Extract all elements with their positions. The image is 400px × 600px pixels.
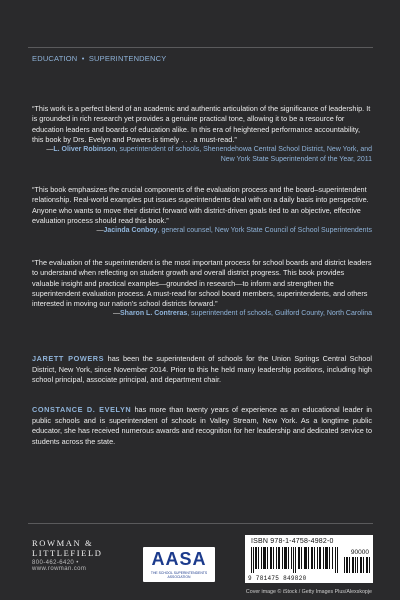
quote-text: “The evaluation of the superintendent is the most important process for school boards and district leaders to understand when reflecting on student growth and overall district progress. This book provides valuable insight and practical examples—grounded in research—to inform and strengthen the superintendent evaluation process. A must-read for school board members, superintendents, and others interested in moving our nation’s school districts forward.”	[32, 258, 372, 309]
barcode	[245, 535, 373, 583]
price-code: 90000	[350, 549, 369, 556]
quote-robinson	[32, 104, 372, 164]
aasa-logo-text: AASA	[151, 549, 207, 569]
quote-attribution: —L. Oliver Robinson, superintendent of schools, Shenendehowa Central School District, New York, and New York State Superintendent of the Year, 2011	[46, 146, 372, 163]
bio-powers	[32, 354, 372, 386]
quote-author: Jacinda Conboy	[103, 227, 158, 235]
price-barcode-bars	[344, 557, 370, 573]
quote-author: L. Oliver Robinson	[53, 146, 116, 154]
top-rule	[28, 47, 373, 48]
bio-text: has been the superintendent of schools for the Union Springs Central School District, New York, since November 2014. Prior to this he held many leadership positions, including high school principal, associate principal, and department chair.	[32, 354, 372, 384]
aasa-tagline: THE SCHOOL SUPERINTENDENTS ASSOCIATION	[150, 571, 208, 579]
publisher-name-line1: ROWMAN &	[32, 538, 94, 548]
publisher-contact: 800-462-6420 • www.rowman.com	[32, 560, 87, 572]
quote-author-role: , general counsel, New York State Council of School Superintendents	[157, 227, 372, 235]
bio-name: JARETT POWERS	[32, 354, 105, 363]
quote-attribution: —Jacinda Conboy, general counsel, New York State Council of School Superintendents	[96, 227, 372, 235]
quote-contreras	[32, 258, 372, 319]
bio-name: CONSTANCE D. EVELYN	[32, 405, 132, 414]
bio-evelyn	[32, 405, 372, 447]
quote-text: “This work is a perfect blend of an academic and authentic articulation of the significance of leadership. It is grounded in rich research yet provides a genuine practical tone, allowing it to be a resource for education leaders and boards of education alike. In this era of heightened performance accountability, this book by Drs. Evelyn and Powers is timely . . . a must-read.”	[32, 104, 371, 144]
bio-text: has more than twenty years of experience as an educational leader in public schools and is superintendent of schools in Valley Stream, New York. As a longtime public educator, she has received numerous awards and recognition for her leadership and dedicated service to students across the state.	[32, 405, 372, 446]
bottom-rule	[28, 523, 373, 524]
quote-author: Sharon L. Contreras	[120, 310, 188, 318]
quote-author-role: , superintendent of schools, Guilford County, North Carolina	[187, 310, 372, 318]
barcode-digits: 9 781475 849820	[248, 575, 307, 582]
cover-image-credit: Cover image © iStock / Getty Images Plus/Alexskopje	[245, 589, 372, 595]
category-education: EDUCATION	[32, 54, 78, 63]
isbn-label: ISBN 978-1-4758-4982-0	[251, 538, 334, 545]
publisher-logo	[32, 538, 132, 572]
publisher-name-line2: LITTLEFIELD	[32, 548, 103, 558]
quote-attribution: —Sharon L. Contreras, superintendent of schools, Guilford County, North Carolina	[113, 310, 372, 318]
category-label	[32, 54, 166, 63]
aasa-logo	[143, 547, 215, 582]
quote-conboy	[32, 185, 372, 236]
category-superintendency: SUPERINTENDENCY	[88, 54, 167, 63]
barcode-bars	[251, 547, 339, 573]
category-separator: •	[81, 54, 85, 63]
quote-text: “This book emphasizes the crucial components of the evaluation process and the board–superintendent relationship. Real-world examples put issues superintendents deal with on a daily basis into perspective. Anyone who wants to move their district forward with district-driven goals tied to an objective, effective evaluation process should read this book.”	[32, 185, 369, 225]
quote-author-role: , superintendent of schools, Shenendehowa Central School District, New York, and New York State Superintendent of the Year, 2011	[115, 146, 372, 163]
